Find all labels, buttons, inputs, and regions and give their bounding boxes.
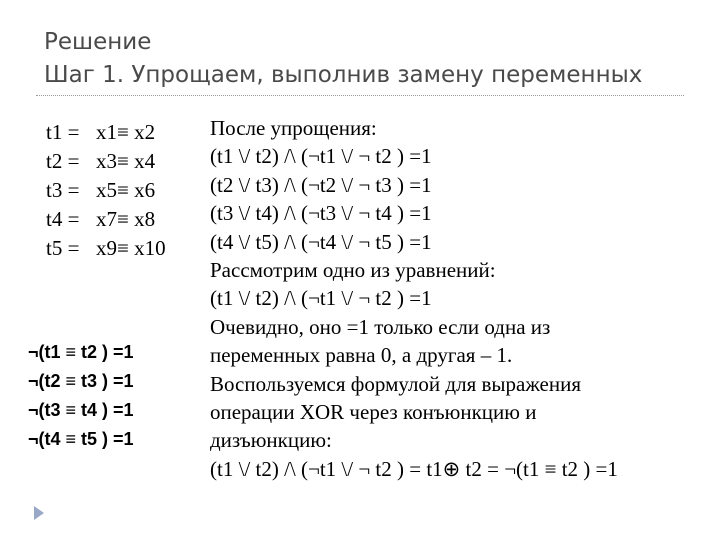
title-divider (36, 95, 684, 96)
explanation-line: дизъюнкцию: (210, 428, 332, 453)
explanation-line: операции XOR через конъюнкцию и (210, 400, 537, 425)
negation-equations (28, 338, 134, 454)
explanation-line: переменных равна 0, а другая – 1. (210, 343, 513, 368)
explanation-line: (t3 \/ t4) /\ (¬t3 \/ ¬ t4 ) =1 (210, 201, 432, 226)
substitution-list (46, 118, 166, 263)
sub-lhs: t2 = (46, 149, 80, 173)
explanation-line: (t1 \/ t2) /\ (¬t1 \/ ¬ t2 ) =1 (210, 286, 432, 311)
sub-rhs: x9≡ x10 (96, 236, 166, 260)
sub-rhs: x1≡ x2 (96, 120, 156, 144)
explanation-line: (t4 \/ t5) /\ (¬t4 \/ ¬ t5 ) =1 (210, 229, 432, 254)
substitution-row (46, 147, 166, 176)
title-line-2: Шаг 1. Упрощаем, выполнив замену переменных (44, 62, 643, 88)
explanation-text (210, 114, 618, 483)
sub-lhs: t4 = (46, 207, 80, 231)
sub-lhs: t5 = (46, 236, 80, 260)
sub-rhs: x3≡ x4 (96, 149, 156, 173)
explanation-line: (t1 \/ t2) /\ (¬t1 \/ ¬ t2 ) =1 (210, 144, 432, 169)
sub-lhs: t3 = (46, 178, 80, 202)
negation-line: ¬(t3 ≡ t4 ) =1 (28, 400, 134, 420)
slide-title (44, 26, 642, 92)
sub-rhs: x7≡ x8 (96, 207, 156, 231)
explanation-line: Очевидно, оно =1 только если одна из (210, 314, 551, 339)
substitution-row (46, 205, 166, 234)
title-line-1: Решение (44, 29, 152, 55)
explanation-line: (t2 \/ t3) /\ (¬t2 \/ ¬ t3 ) =1 (210, 172, 432, 197)
negation-line: ¬(t2 ≡ t3 ) =1 (28, 371, 134, 391)
explanation-line: Рассмотрим одно из уравнений: (210, 258, 496, 283)
explanation-line: (t1 \/ t2) /\ (¬t1 \/ ¬ t2 ) = t1⊕ t2 = ¬(t1 ≡ t2 ) =1 (210, 456, 618, 481)
substitution-row (46, 118, 166, 147)
next-arrow-icon[interactable] (34, 506, 44, 520)
substitution-row (46, 176, 166, 205)
negation-line: ¬(t4 ≡ t5 ) =1 (28, 429, 134, 449)
substitution-row (46, 234, 166, 263)
sub-rhs: x5≡ x6 (96, 178, 156, 202)
negation-line: ¬(t1 ≡ t2 ) =1 (28, 342, 134, 362)
sub-lhs: t1 = (46, 120, 80, 144)
explanation-line: Воспользуемся формулой для выражения (210, 371, 582, 396)
explanation-line: После упрощения: (210, 116, 377, 140)
